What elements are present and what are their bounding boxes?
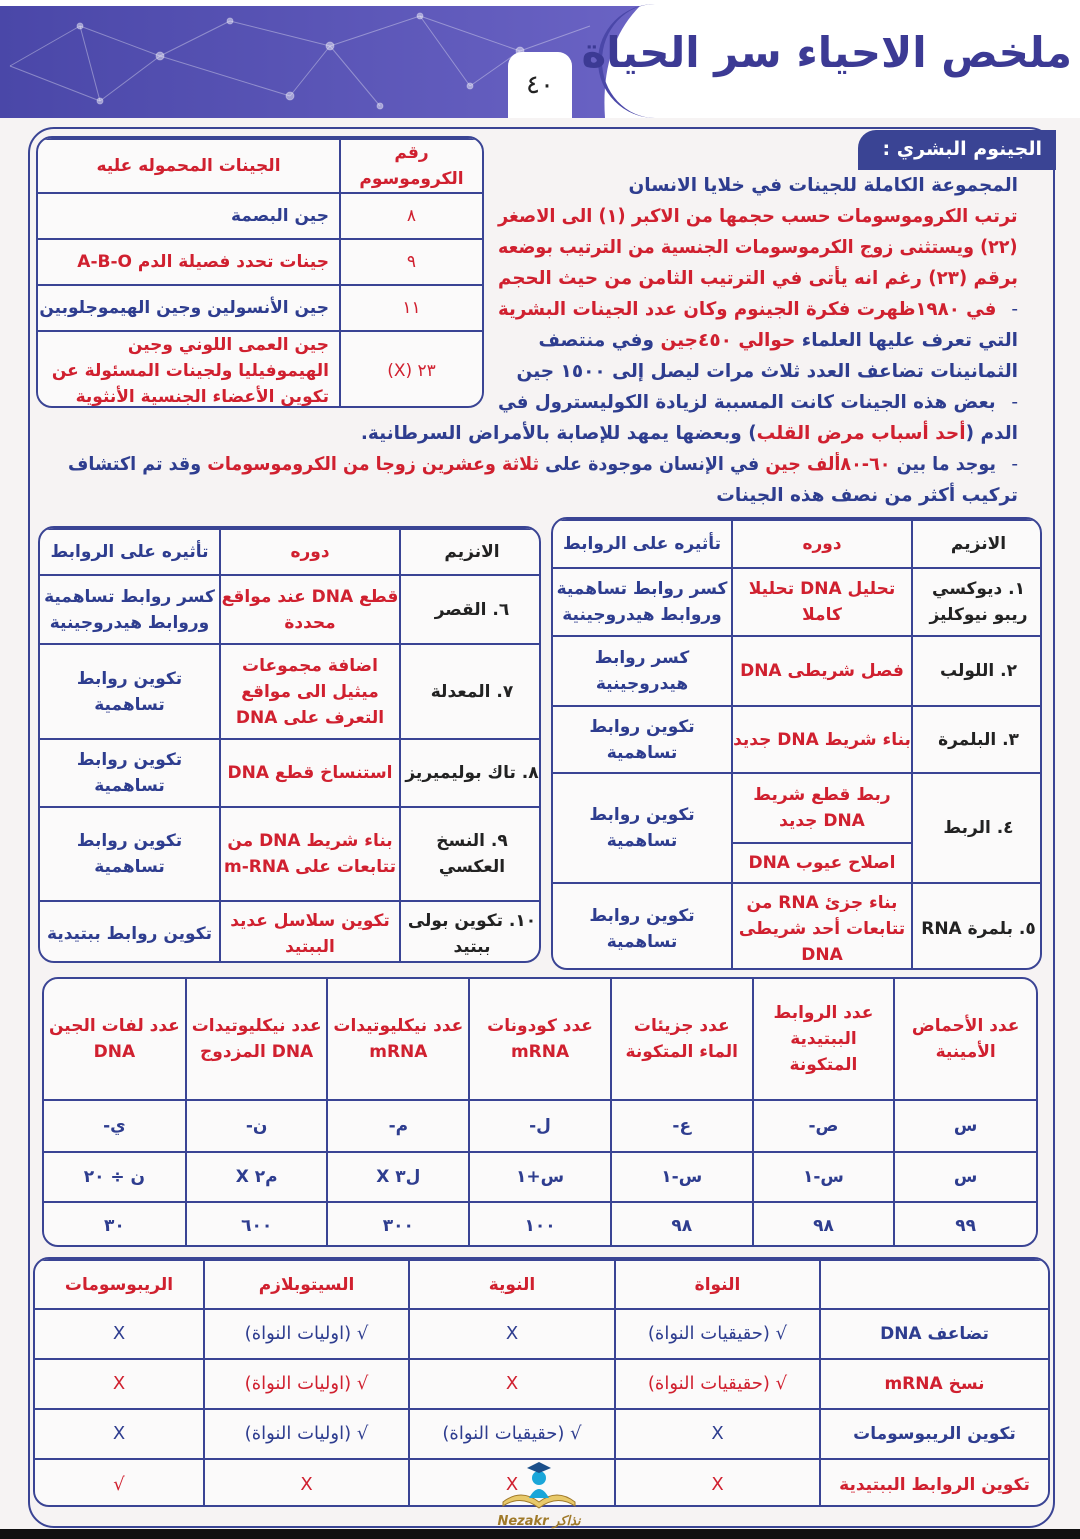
process-label: تكوين الريبوسومات bbox=[820, 1409, 1048, 1459]
table-row bbox=[38, 193, 482, 239]
process-label: نسخ mRNA bbox=[820, 1359, 1048, 1409]
table-row bbox=[44, 1202, 1036, 1247]
text-segment: تركيب أكثر من نصف هذه الجينات bbox=[716, 485, 1018, 506]
genes-cell: جين الأنسولين وجين الهيموجلوبين bbox=[38, 285, 340, 331]
table-row bbox=[553, 636, 1042, 706]
process-label: تضاعف DNA bbox=[820, 1309, 1048, 1359]
genes-cell: جين البصمة bbox=[38, 193, 340, 239]
enzyme-name: ١٠. تكوين بولى ببتيد bbox=[400, 901, 541, 963]
formula-cell: ٩٨ bbox=[753, 1202, 895, 1247]
header-banner bbox=[0, 0, 1080, 118]
paragraph-line bbox=[18, 418, 1018, 449]
paragraph-line-text bbox=[361, 418, 1018, 449]
enzyme-name: ٢. اللولب bbox=[912, 636, 1042, 706]
table-row bbox=[40, 575, 541, 644]
enzyme-effect: كسر روابط تساهمية وروابط هيدروجينية bbox=[553, 568, 732, 636]
column-header: الريبوسومات bbox=[35, 1260, 204, 1309]
enzyme-role: استنساخ قطع DNA bbox=[220, 739, 400, 807]
enzyme-role: بناء جزئ RNA من تتابعات أحد شريطى DNA bbox=[732, 883, 912, 970]
enzyme-effect: تكوين روابط تساهمية bbox=[553, 883, 732, 970]
column-header: السيتوبلازم bbox=[204, 1260, 409, 1309]
table-row bbox=[553, 773, 1042, 843]
location-cell: √ (اوليات النواة) bbox=[204, 1409, 409, 1459]
column-header: دوره bbox=[732, 520, 912, 568]
text-segment: ) وبعضها يمهد للإصابة بالأمراض السرطانية. bbox=[360, 423, 757, 444]
enzyme-role: ربط قطع شريط DNA جديد bbox=[732, 773, 912, 843]
formula-cell: س bbox=[894, 1152, 1036, 1202]
table-row bbox=[40, 807, 541, 901]
enzyme-name: ٧. المعدلة bbox=[400, 644, 541, 739]
table-header-row bbox=[44, 979, 1036, 1100]
enzyme-name: ٥. بلمرة RNA bbox=[912, 883, 1042, 970]
table-row bbox=[35, 1409, 1048, 1459]
enzyme-name: ٩. النسخ العكسي bbox=[400, 807, 541, 901]
paragraph-line-text bbox=[68, 449, 996, 480]
text-segment: بعض هذه الجينات كانت المسببة لزيادة الكوليسترول في bbox=[498, 392, 996, 413]
page-number: ٤٠ bbox=[508, 52, 572, 118]
location-cell: √ (حقيقيات النواة) bbox=[409, 1409, 615, 1459]
location-cell: X bbox=[204, 1459, 409, 1507]
column-header: الانزيم bbox=[912, 520, 1042, 568]
formula-cell: ي- bbox=[44, 1100, 186, 1152]
column-header: عدد الروابط الببتيدية المتكونة bbox=[753, 979, 895, 1100]
genes-cell: جين العمى اللوني وجين الهيموفيليا ولجينات المسئولة عن تكوين الأعضاء الجنسية الأنثوية bbox=[38, 331, 340, 408]
text-segment: في الإنسان موجودة على bbox=[539, 454, 766, 475]
text-segment: يوجد ما بين bbox=[890, 454, 996, 475]
table-row bbox=[38, 285, 482, 331]
table-row bbox=[553, 706, 1042, 773]
location-cell: X bbox=[35, 1359, 204, 1409]
paragraph-line-text bbox=[628, 170, 1018, 201]
formula-cell: ع- bbox=[611, 1100, 753, 1152]
enzyme-effect: كسر روابط هيدروجينية bbox=[553, 636, 732, 706]
location-cell: X bbox=[409, 1359, 615, 1409]
formula-cell: ل٣ X bbox=[327, 1152, 469, 1202]
column-header bbox=[820, 1260, 1048, 1309]
nezakr-logo bbox=[487, 1458, 591, 1530]
column-header: النواة bbox=[615, 1260, 820, 1309]
enzyme-table-right bbox=[551, 517, 1042, 970]
column-header: تأثيره على الروابط bbox=[40, 529, 220, 575]
column-header: عدد كودونات mRNA bbox=[469, 979, 611, 1100]
formula-cell: س bbox=[894, 1100, 1036, 1152]
enzyme-name: ٤. الربط bbox=[912, 773, 1042, 883]
formula-cell: م٢ X bbox=[186, 1152, 328, 1202]
genes-cell: جينات تحدد فصيلة الدم A-B-O bbox=[38, 239, 340, 285]
column-header: النوية bbox=[409, 1260, 615, 1309]
paragraph-line-text bbox=[498, 294, 996, 325]
enzyme-name: ٣. البلمرة bbox=[912, 706, 1042, 773]
formula-cell: ٩٨ bbox=[611, 1202, 753, 1247]
graduate-book-icon bbox=[499, 1458, 579, 1510]
location-cell: √ bbox=[35, 1459, 204, 1507]
chromosome-number: ٩ bbox=[340, 239, 482, 285]
column-header: عدد لفات الجين DNA bbox=[44, 979, 186, 1100]
location-cell: X bbox=[615, 1409, 820, 1459]
enzyme-name: ٨. تاك بوليميريز bbox=[400, 739, 541, 807]
chromosome-table bbox=[36, 136, 484, 408]
paragraph-line-text bbox=[498, 232, 1018, 263]
table-row bbox=[35, 1359, 1048, 1409]
enzyme-role: فصل شريطى DNA bbox=[732, 636, 912, 706]
formula-cell: ص- bbox=[753, 1100, 895, 1152]
formula-table bbox=[42, 977, 1038, 1247]
formula-cell: ن ÷ ٢٠ bbox=[44, 1152, 186, 1202]
enzyme-role: اصلاح عيوب DNA bbox=[732, 843, 912, 883]
chromosome-number: ٨ bbox=[340, 193, 482, 239]
table-header-row bbox=[35, 1260, 1048, 1309]
enzyme-name: ٦. القصر bbox=[400, 575, 541, 644]
formula-cell: س-١ bbox=[611, 1152, 753, 1202]
enzyme-effect: تكوين روابط تساهمية bbox=[40, 644, 220, 739]
enzyme-effect: تكوين روابط تساهمية bbox=[40, 739, 220, 807]
enzyme-effect: تكوين روابط تساهمية bbox=[40, 807, 220, 901]
column-header: الانزيم bbox=[400, 529, 541, 575]
paragraph-line-text bbox=[716, 480, 1018, 511]
text-segment: الثمانينات تضاعف العدد ثلاث مرات ليصل إلى ١٥٠٠ جين bbox=[516, 361, 1018, 382]
table-header-row bbox=[38, 139, 482, 193]
column-header: عدد الأحماض الأمينية bbox=[894, 979, 1036, 1100]
formula-cell: ٩٩ bbox=[894, 1202, 1036, 1247]
formula-cell: ٣٠٠ bbox=[327, 1202, 469, 1247]
enzyme-effect: تكوين روابط تساهمية bbox=[553, 773, 732, 883]
text-segment: ثلاثة وعشرين زوجا من الكروموسومات bbox=[207, 454, 540, 475]
text-segment: ٦٠-٨٠ألف جين bbox=[765, 454, 891, 475]
location-cell: √ (اوليات النواة) bbox=[204, 1309, 409, 1359]
text-segment: برقم (٢٣) رغم انه يأتى في الترتيب الثامن من حيث الحجم bbox=[497, 268, 1018, 289]
table-header-row bbox=[553, 520, 1042, 568]
text-segment: التي تعرف عليها العلماء bbox=[795, 330, 1018, 351]
column-header: الجينات المحموله عليه bbox=[38, 139, 340, 193]
enzyme-role: قطع DNA عند مواقع محددة bbox=[220, 575, 400, 644]
column-header: دوره bbox=[220, 529, 400, 575]
location-cell: X bbox=[35, 1409, 204, 1459]
text-segment: حوالي ٤٥٠جين bbox=[660, 330, 796, 351]
paragraph-line-text bbox=[517, 356, 1018, 387]
table-row bbox=[40, 901, 541, 963]
table-row bbox=[44, 1152, 1036, 1202]
formula-cell: ٣٠ bbox=[44, 1202, 186, 1247]
column-header: عدد نيكليوتيدات DNA المزدوج bbox=[186, 979, 328, 1100]
paragraph-line-text bbox=[538, 325, 1018, 356]
enzyme-effect: كسر روابط تساهمية وروابط هيدروجينية bbox=[40, 575, 220, 644]
table-row bbox=[44, 1100, 1036, 1152]
column-header: رقم الكروموسوم bbox=[340, 139, 482, 193]
location-cell: X bbox=[409, 1459, 615, 1507]
page-title: ملخص الاحياء سر الحياة bbox=[581, 28, 1072, 77]
text-segment: ترتب الكروموسومات حسب حجمها من الاكبر (١) الى الاصغر bbox=[498, 206, 1018, 227]
formula-cell: ن- bbox=[186, 1100, 328, 1152]
location-cell: √ (حقيقيات النواة) bbox=[615, 1359, 820, 1409]
formula-cell: س-١ bbox=[753, 1152, 895, 1202]
formula-cell: س+١ bbox=[469, 1152, 611, 1202]
text-segment: الدم ( bbox=[965, 423, 1018, 444]
enzyme-role: تحليل DNA تحليلا كاملا bbox=[732, 568, 912, 636]
text-segment: في ١٩٨٠ظهرت فكرة الجينوم وكان عدد الجينات البشرية bbox=[497, 299, 996, 320]
paragraph-line-text bbox=[498, 263, 1018, 294]
enzyme-role: بناء شريط DNA من تتابعات على m-RNA bbox=[220, 807, 400, 901]
paragraph-line bbox=[18, 449, 1018, 480]
text-segment: وقد تم اكتشاف bbox=[68, 454, 208, 475]
table-row bbox=[40, 739, 541, 807]
text-segment: (٢٢) ويستثنى زوج الكرموسومات الجنسية من الترتيب بوضعه bbox=[498, 237, 1018, 258]
location-cell: √ (اوليات النواة) bbox=[204, 1359, 409, 1409]
formula-cell: ١٠٠ bbox=[469, 1202, 611, 1247]
text-segment: المجموعة الكاملة للجينات في خلايا الانسان bbox=[628, 175, 1018, 196]
column-header: عدد جزيئات الماء المتكونة bbox=[611, 979, 753, 1100]
table-row bbox=[35, 1309, 1048, 1359]
enzyme-role: تكوين سلاسل عديد الببتيد bbox=[220, 901, 400, 963]
table-row bbox=[553, 883, 1042, 970]
location-cell: X bbox=[615, 1459, 820, 1507]
table-header-row bbox=[40, 529, 541, 575]
table-row bbox=[553, 568, 1042, 636]
column-header: تأثيره على الروابط bbox=[553, 520, 732, 568]
table-row bbox=[38, 239, 482, 285]
enzyme-role: اضافة مجموعات ميثيل الى مواقع التعرف على DNA bbox=[220, 644, 400, 739]
formula-cell: ل- bbox=[469, 1100, 611, 1152]
enzyme-name: ١. ديوكسي ريبو نيوكليز bbox=[912, 568, 1042, 636]
logo-text: Nezakr نذاكر bbox=[497, 1514, 581, 1529]
text-segment: وفي منتصف bbox=[538, 330, 661, 351]
paragraph-line bbox=[18, 480, 1018, 511]
formula-cell: ٦٠٠ bbox=[186, 1202, 328, 1247]
location-cell: X bbox=[409, 1309, 615, 1359]
bottom-bar bbox=[0, 1529, 1080, 1539]
chromosome-number: ٢٣ (X) bbox=[340, 331, 482, 408]
enzyme-effect: تكوين روابط ببتيدية bbox=[40, 901, 220, 963]
location-cell: √ (حقيقيات النواة) bbox=[615, 1309, 820, 1359]
enzyme-effect: تكوين روابط تساهمية bbox=[553, 706, 732, 773]
paragraph-line-text bbox=[498, 201, 1018, 232]
paragraph-line-text bbox=[498, 387, 996, 418]
column-header: عدد نيكليوتيدات mRNA bbox=[327, 979, 469, 1100]
location-cell: X bbox=[35, 1309, 204, 1359]
text-segment: أحد أسباب مرض القلب bbox=[756, 423, 966, 444]
chromosome-number: ١١ bbox=[340, 285, 482, 331]
enzyme-role: بناء شريط DNA جديد bbox=[732, 706, 912, 773]
process-label: تكوين الروابط الببتيدية bbox=[820, 1459, 1048, 1507]
table-row bbox=[40, 644, 541, 739]
table-row bbox=[38, 331, 482, 408]
enzyme-table-left bbox=[38, 526, 541, 963]
formula-cell: م- bbox=[327, 1100, 469, 1152]
section-heading-genome: الجينوم البشري : bbox=[858, 130, 1056, 170]
